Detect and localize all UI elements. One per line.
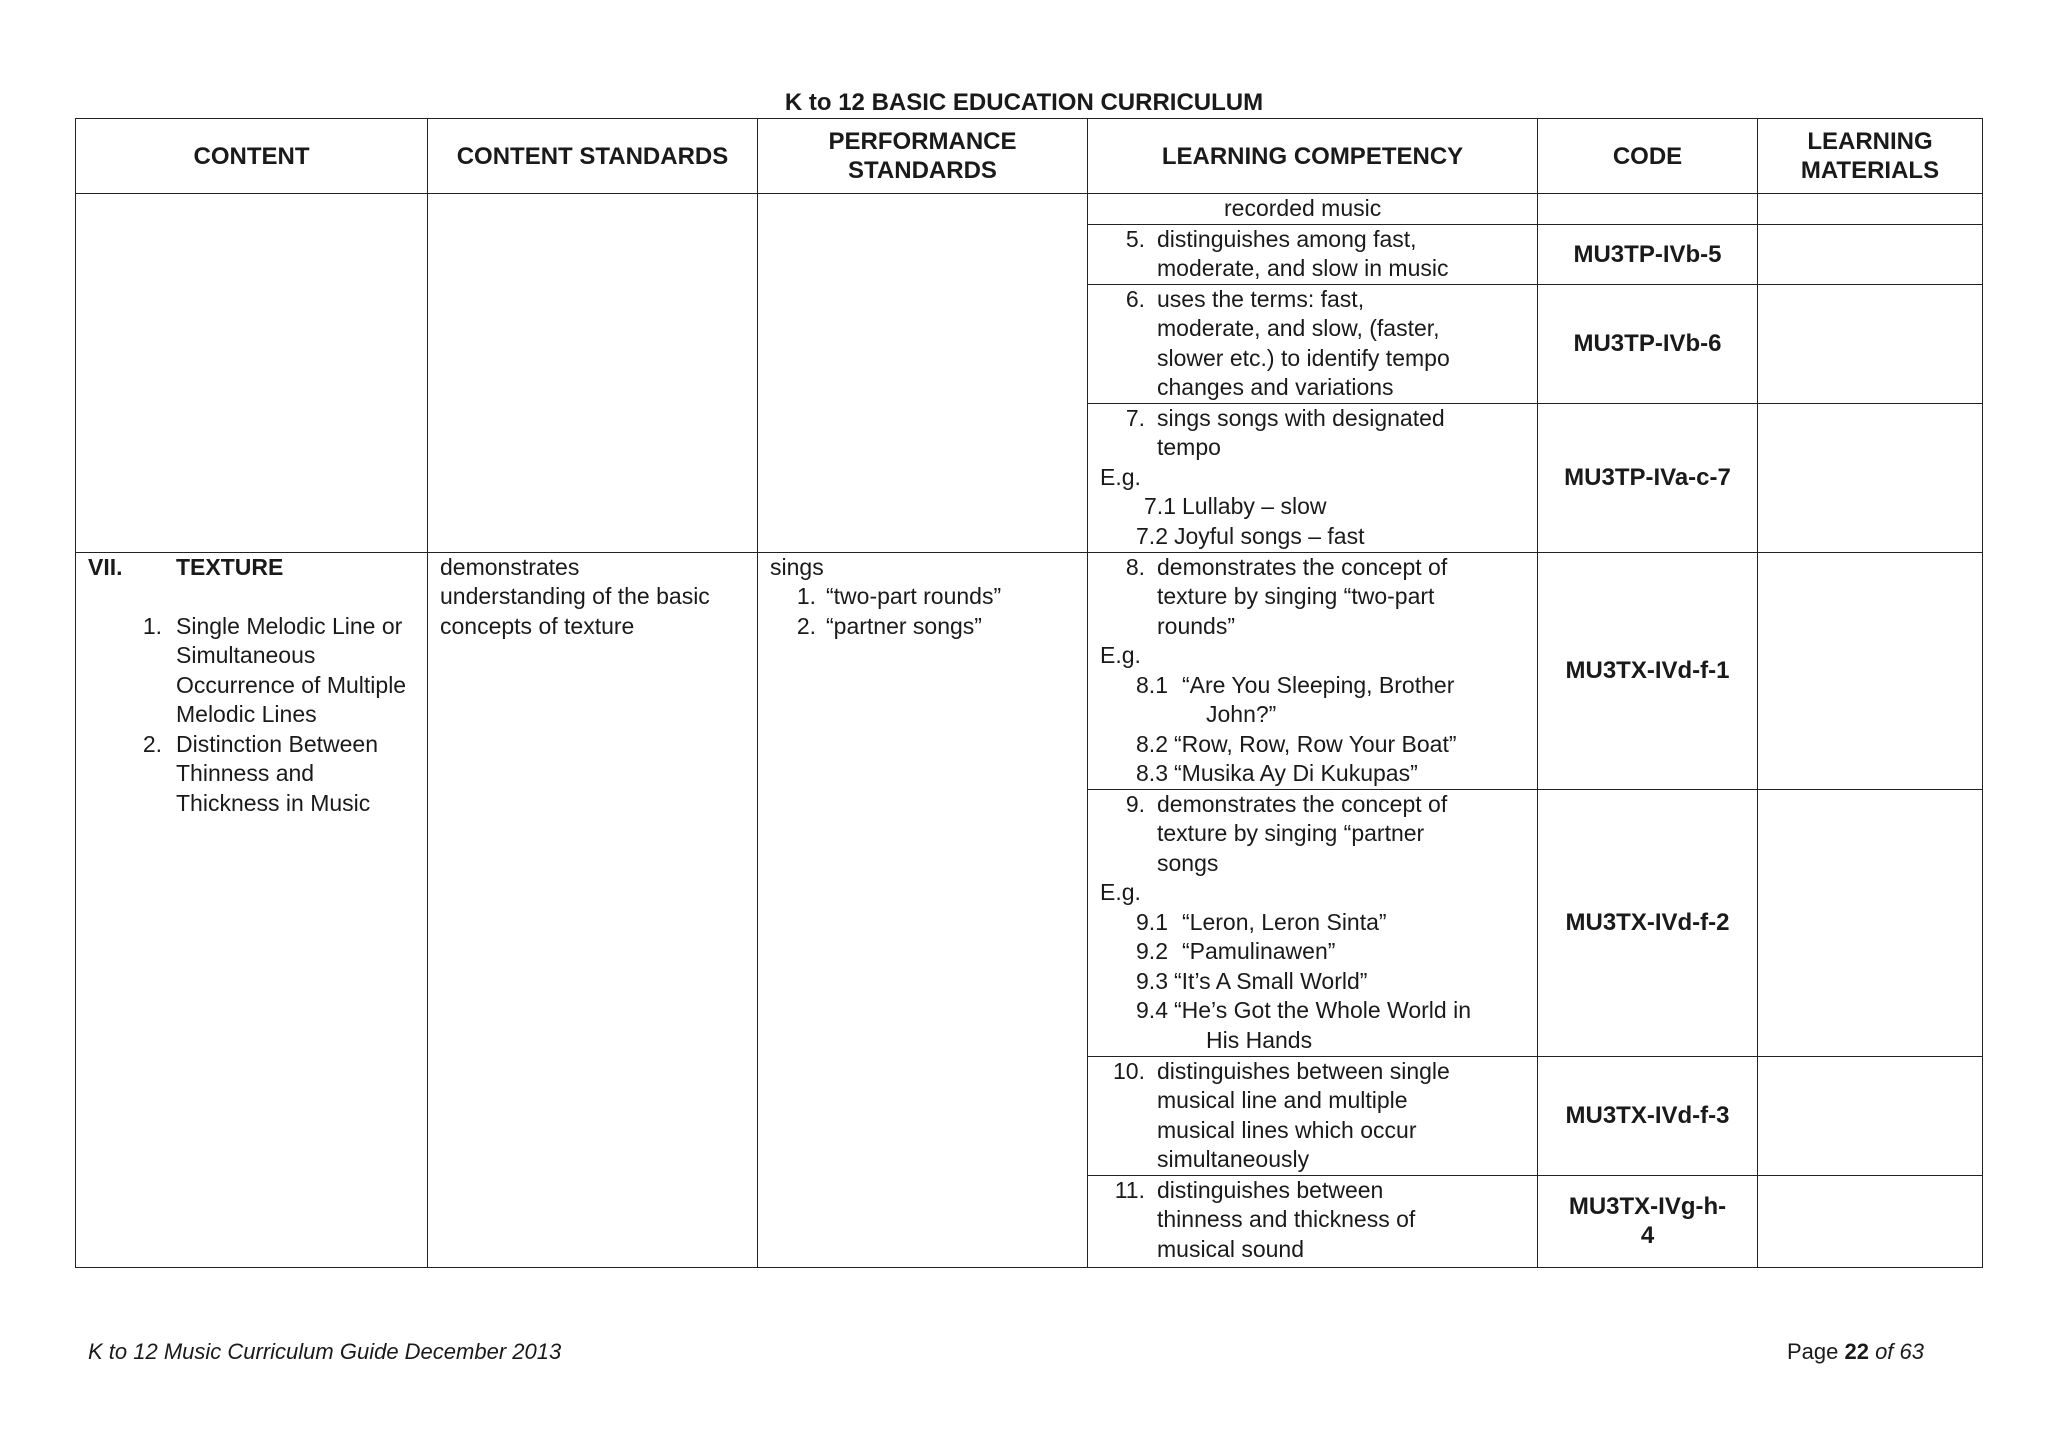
competency-cell: 10. distinguishes between single musical line and multiple musical lines which occur simultaneously: [1088, 1056, 1538, 1175]
example-label: E.g.: [1100, 463, 1141, 490]
list-item: 2. “partner songs”: [796, 612, 982, 639]
code-cell: MU3TX-IVg-h- 4: [1538, 1175, 1758, 1267]
materials-cell: [1758, 224, 1983, 284]
content-standard-line: understanding of the basic: [440, 583, 710, 609]
competency-cell: [1088, 194, 1538, 225]
competency-cell: 11. distinguishes between thinness and thickness of musical sound: [1088, 1175, 1538, 1267]
competency-number: 8.: [1125, 553, 1145, 580]
code-cell: MU3TP-IVb-5: [1538, 224, 1758, 284]
example-label: E.g.: [1100, 642, 1141, 668]
content-standard-cell-empty: [428, 194, 758, 553]
code-cell: MU3TX-IVd-f-2: [1538, 789, 1758, 1056]
curriculum-table: [75, 118, 1983, 1268]
example-label: E.g.: [1100, 879, 1141, 905]
content-standard-line: concepts of texture: [440, 612, 635, 639]
header-code: CODE: [1538, 119, 1758, 194]
content-standard-line: demonstrates: [440, 553, 580, 580]
competency-number: 9.: [1125, 790, 1145, 817]
competency-cell: [1088, 224, 1538, 284]
content-standard-cell: [428, 552, 758, 1267]
competency-line: sings songs with designated: [1157, 404, 1445, 431]
table-row: [76, 194, 1983, 225]
performance-intro: sings: [770, 553, 824, 580]
header-performance-standards: PERFORMANCE STANDARDS: [758, 119, 1088, 194]
competency-number: 10.: [1113, 1057, 1145, 1084]
list-item: 1. “two-part rounds”: [796, 583, 1002, 609]
competency-cell: 9. demonstrates the concept of texture by singing “partner songs E.g. 9.1 “Leron, Leron Sinta” 9.2 “Pamulinawen” 9.3 “It’s A Small World” 9.4 “He’s Got the Whole World in His Hands: [1088, 789, 1538, 1056]
example-text: Joyful songs – fast: [1174, 522, 1365, 549]
example-number: 9.4: [1136, 997, 1168, 1023]
code-cell: [1538, 194, 1758, 225]
materials-cell: [1758, 1056, 1983, 1175]
example-number: 8.3: [1136, 760, 1168, 786]
example-number: 9.1: [1136, 908, 1168, 935]
code-cell: MU3TP-IVb-6: [1538, 284, 1758, 403]
code-cell: MU3TX-IVd-f-3: [1538, 1056, 1758, 1175]
example-number: 7.1: [1144, 493, 1176, 519]
example-number: 8.1: [1136, 671, 1168, 698]
example-number: 7.2: [1136, 522, 1168, 549]
example-text: Lullaby – slow: [1182, 493, 1327, 519]
competency-number: 7.: [1125, 404, 1145, 431]
header-content-standards: CONTENT STANDARDS: [428, 119, 758, 194]
content-cell-empty: [76, 194, 428, 553]
performance-standard-cell-empty: [758, 194, 1088, 553]
materials-cell: [1758, 284, 1983, 403]
example-number: 9.2: [1136, 938, 1168, 964]
performance-standard-cell: [758, 552, 1088, 1267]
code-cell: MU3TP-IVa-c-7: [1538, 403, 1758, 552]
competency-line: changes and variations: [1157, 374, 1394, 400]
list-item: 2. Distinction Between Thinness and Thickness in Music: [142, 730, 378, 816]
materials-cell: [1758, 194, 1983, 225]
document-title: K to 12 BASIC EDUCATION CURRICULUM: [784, 89, 1264, 116]
section-title: TEXTURE: [176, 553, 284, 580]
competency-line: distinguishes among fast,: [1157, 225, 1417, 252]
footer-guide-title: K to 12 Music Curriculum Guide December 2013: [88, 1339, 562, 1364]
materials-cell: [1758, 789, 1983, 1056]
competency-cell: [1088, 403, 1538, 552]
competency-number: 5.: [1125, 225, 1145, 252]
header-learning-materials: LEARNING MATERIALS: [1758, 119, 1983, 194]
example-number: 8.2: [1136, 730, 1168, 757]
table-row: [76, 552, 1983, 789]
section-numeral: VII.: [88, 553, 123, 580]
content-cell: [76, 552, 428, 1267]
competency-text: recorded music: [1224, 195, 1382, 221]
materials-cell: [1758, 1175, 1983, 1267]
table-header-row: [76, 119, 1983, 194]
header-content: CONTENT: [76, 119, 428, 194]
competency-line: tempo: [1157, 434, 1221, 460]
competency-line: uses the terms: fast,: [1157, 285, 1365, 312]
competency-cell: 8. demonstrates the concept of texture by singing “two-part rounds” E.g. 8.1 “Are You Sleeping, Brother John?” 8.2 “Row, Row, Row Your Boat” 8.3 “Musika Ay Di Kukupas”: [1088, 552, 1538, 789]
list-item: 1. Single Melodic Line or Simultaneous Occurrence of Multiple Melodic Lines: [142, 612, 407, 727]
competency-line: moderate, and slow, (faster,: [1157, 315, 1440, 341]
example-number: 9.3: [1136, 967, 1168, 994]
competency-line: slower etc.) to identify tempo: [1157, 344, 1450, 371]
competency-cell: [1088, 284, 1538, 403]
competency-number: 11.: [1114, 1176, 1145, 1203]
materials-cell: [1758, 552, 1983, 789]
competency-line: moderate, and slow in music: [1157, 255, 1449, 281]
materials-cell: [1758, 403, 1983, 552]
competency-number: 6.: [1125, 285, 1145, 312]
header-learning-competency: LEARNING COMPETENCY: [1088, 119, 1538, 194]
footer-page-number: Page 22 of 63: [1786, 1339, 1924, 1364]
code-cell: MU3TX-IVd-f-1: [1538, 552, 1758, 789]
